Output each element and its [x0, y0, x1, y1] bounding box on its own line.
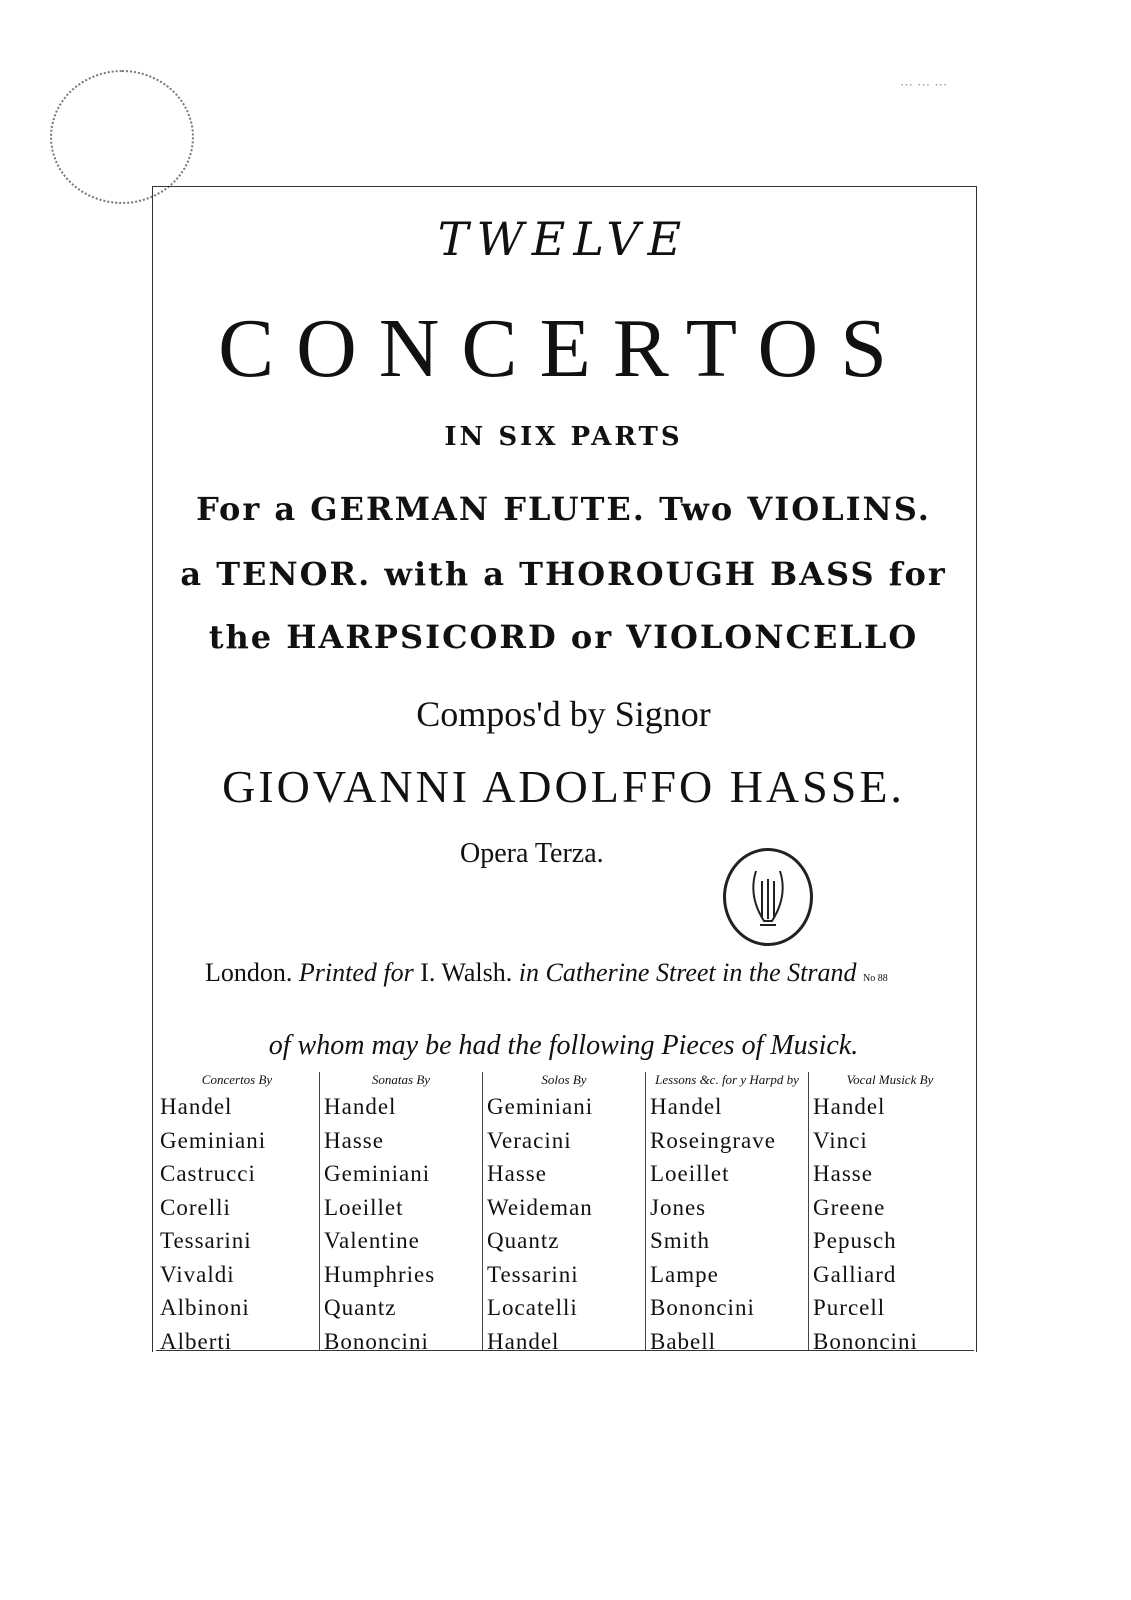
- catalogue-column: [645, 1072, 808, 1354]
- opus: Opera Terza.: [460, 838, 604, 869]
- title-twelve: TWELVE: [437, 212, 690, 266]
- composer-entry: Greene: [813, 1194, 886, 1220]
- composer-entry: Bononcini: [650, 1295, 755, 1320]
- composer-entry: Locatelli: [487, 1295, 578, 1320]
- composer-entry: Tessarini: [160, 1228, 252, 1253]
- imprint-printed: Printed for: [298, 958, 414, 987]
- composer-entry: Vinci: [813, 1127, 868, 1153]
- composer-entry: Albinoni: [160, 1295, 250, 1320]
- composer-entry: Loeillet: [650, 1161, 730, 1186]
- catalogue-column: [808, 1072, 971, 1354]
- composer-entry: Weideman: [487, 1194, 593, 1220]
- composer-entry: Geminiani: [160, 1127, 267, 1153]
- composer-entry: Corelli: [160, 1194, 231, 1220]
- instrumentation-3: the HARPSICORD or VIOLONCELLO: [208, 618, 919, 656]
- composer-entry: Quantz: [487, 1228, 560, 1253]
- column-header: Lessons &c. for y Harpd by: [655, 1072, 799, 1087]
- composer-entry: Tessarini: [487, 1261, 579, 1287]
- imprint-address: in Catherine Street in the Strand: [518, 958, 857, 987]
- composer-entry: Valentine: [324, 1228, 420, 1253]
- composer-entry: Jones: [650, 1194, 707, 1220]
- composer-entry: Roseingrave: [650, 1127, 776, 1153]
- lyre-emblem-icon: [723, 848, 813, 946]
- library-stamp: [50, 70, 194, 204]
- composer-entry: Veracini: [487, 1127, 572, 1153]
- composer-entry: Handel: [487, 1328, 560, 1354]
- column-header: Solos By: [541, 1072, 587, 1087]
- composer-entry: Loeillet: [324, 1194, 404, 1220]
- shelf-mark: ⋯ ⋯ ⋯: [900, 78, 948, 93]
- subtitle-parts: IN SIX PARTS: [444, 422, 683, 452]
- imprint: [205, 958, 985, 988]
- column-header: Vocal Musick By: [846, 1072, 934, 1087]
- composer-entry: Hasse: [813, 1161, 873, 1186]
- composer-entry: Handel: [813, 1094, 886, 1119]
- composer-entry: Geminiani: [487, 1094, 594, 1119]
- composer-entry: Handel: [324, 1094, 397, 1119]
- imprint-city: London.: [205, 958, 293, 987]
- imprint-printer: I. Walsh.: [420, 958, 513, 987]
- catalogue-column: [319, 1072, 482, 1354]
- composer-entry: Hasse: [324, 1127, 384, 1153]
- composer-entry: Handel: [650, 1094, 723, 1119]
- composer-entry: Handel: [160, 1094, 233, 1119]
- composer-entry: Smith: [650, 1228, 710, 1253]
- composer-entry: Babell: [650, 1328, 717, 1354]
- composer-entry: Alberti: [160, 1328, 233, 1354]
- composer-entry: Vivaldi: [160, 1261, 235, 1287]
- catalogue-table: [156, 1072, 974, 1354]
- imprint-number: No 88: [863, 973, 888, 984]
- composer-entry: Purcell: [813, 1295, 886, 1320]
- instrumentation-1: For a GERMAN FLUTE. Two VIOLINS.: [196, 490, 931, 528]
- catalogue-heading: of whom may be had the following Pieces of Musick.: [268, 1030, 859, 1061]
- composer-entry: Humphries: [324, 1261, 436, 1287]
- composer-entry: Pepusch: [813, 1228, 897, 1253]
- composer-entry: Geminiani: [324, 1161, 431, 1186]
- composer-entry: Galliard: [813, 1261, 897, 1287]
- composer-entry: Hasse: [487, 1161, 547, 1186]
- catalogue-column: [156, 1072, 318, 1354]
- title-concertos: CONCERTOS: [218, 302, 909, 395]
- catalogue-column: [482, 1072, 645, 1354]
- instrumentation-2: a TENOR. with a THOROUGH BASS for: [180, 555, 947, 593]
- composer-entry: Lampe: [650, 1261, 719, 1287]
- composed-by: Compos'd by Signor: [416, 694, 711, 734]
- composer-entry: Castrucci: [160, 1161, 256, 1186]
- composer-entry: Quantz: [324, 1295, 397, 1320]
- composer-entry: Bononcini: [813, 1328, 918, 1354]
- column-header: Sonatas By: [371, 1072, 431, 1087]
- column-header: Concertos By: [201, 1072, 273, 1087]
- composer-name: GIOVANNI ADOLFFO HASSE.: [222, 761, 905, 812]
- composer-entry: Bononcini: [324, 1328, 429, 1354]
